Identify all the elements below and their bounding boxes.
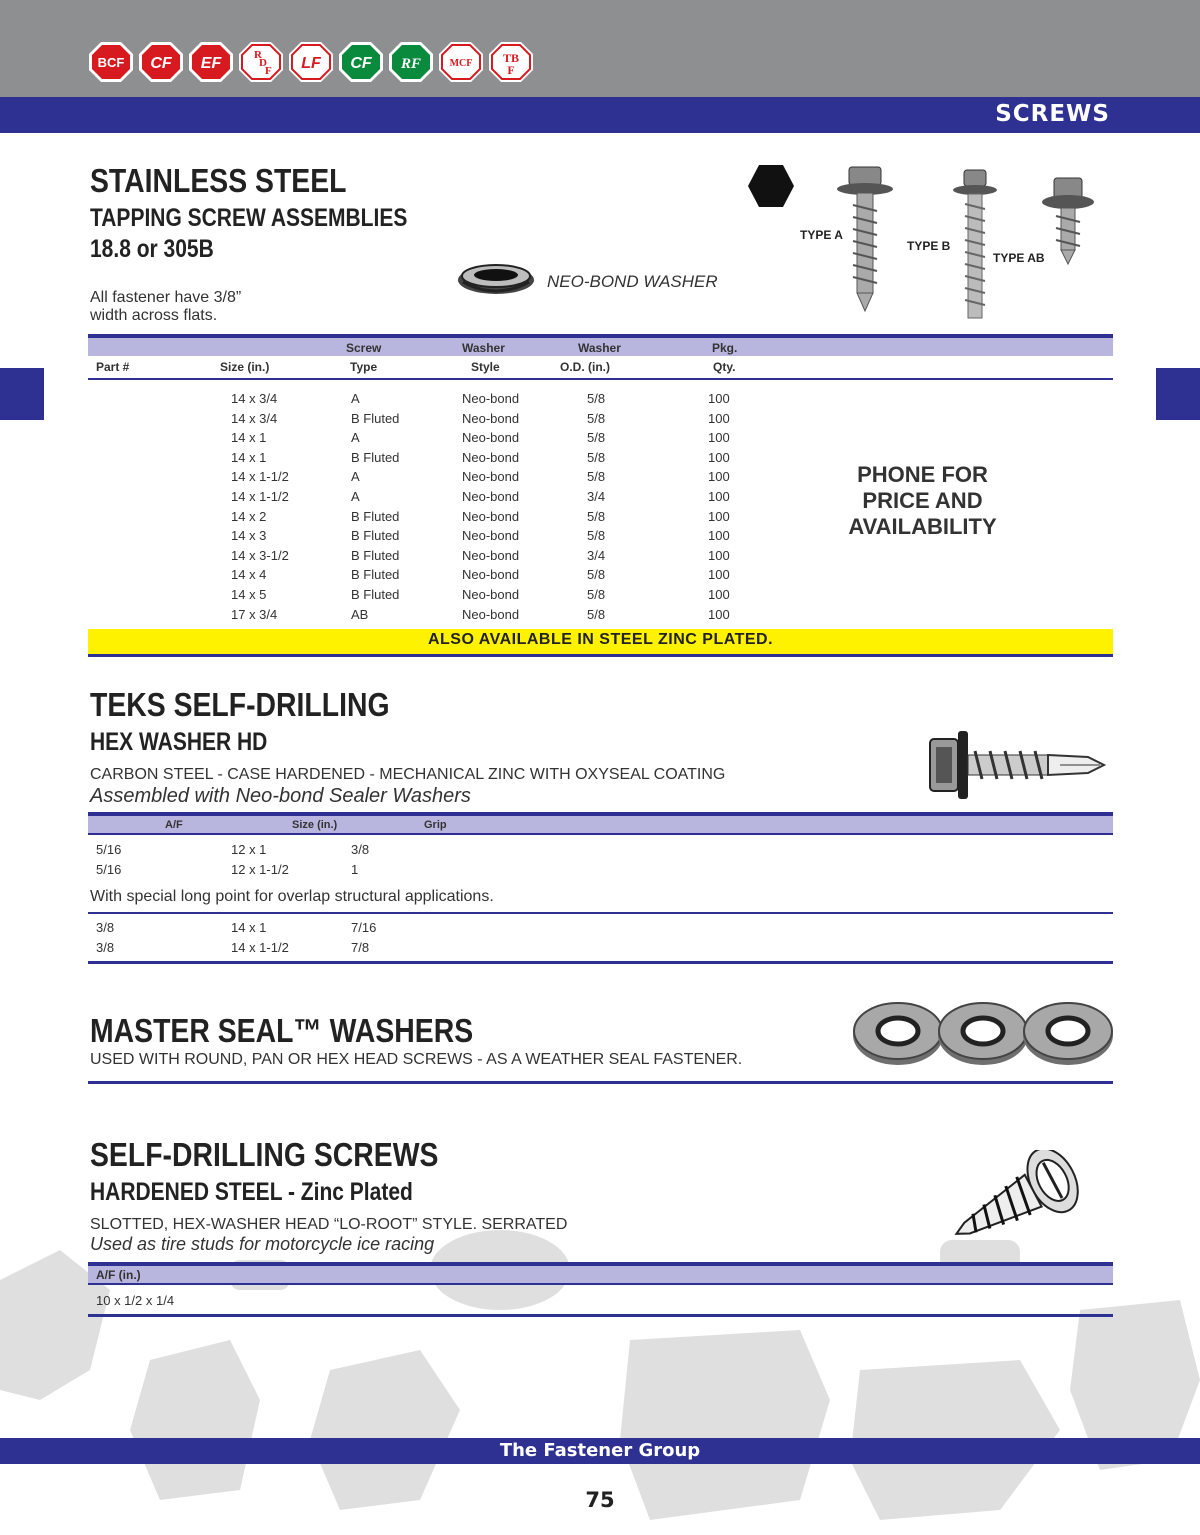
stainless-header-bottom-rule bbox=[88, 378, 1113, 380]
table-cell: 5/8 bbox=[587, 528, 606, 544]
self-drilling-header-band bbox=[88, 1266, 1113, 1283]
table-cell: B Fluted bbox=[351, 547, 400, 563]
cf-logo bbox=[138, 40, 184, 84]
svg-text:RF: RF bbox=[400, 56, 422, 72]
table-cell: 3/4 bbox=[587, 547, 606, 563]
table-cell: 5/8 bbox=[587, 567, 606, 583]
table-cell: 5/16 bbox=[96, 842, 122, 857]
phone-line-2: PRICE AND bbox=[862, 488, 983, 513]
type-ab-screw-image bbox=[1040, 176, 1096, 266]
table-cell: Neo-bond bbox=[462, 547, 520, 563]
table-cell: Neo-bond bbox=[462, 567, 520, 583]
svg-text:MCF: MCF bbox=[449, 58, 473, 69]
table-cell: 14 x 3-1/2 bbox=[231, 547, 289, 563]
teks-header-size: Size (in.) bbox=[292, 819, 338, 831]
table-cell: 14 x 1 bbox=[231, 430, 267, 446]
header-od-top: Washer bbox=[578, 341, 621, 355]
table-cell: 5/8 bbox=[587, 508, 606, 524]
table-cell: Neo-bond bbox=[462, 391, 520, 406]
svg-text:LF: LF bbox=[301, 55, 321, 72]
header-part: Part # bbox=[96, 360, 130, 374]
neo-bond-washer-label: NEO-BOND WASHER bbox=[547, 272, 718, 291]
svg-text:BCF: BCF bbox=[97, 55, 125, 70]
teks-header-bottom-rule bbox=[88, 833, 1113, 835]
table-cell: 14 x 1-1/2 bbox=[231, 469, 289, 485]
table-cell: 5/16 bbox=[96, 861, 122, 877]
self-drilling-bottom-rule bbox=[88, 1314, 1113, 1317]
table-cell: A bbox=[351, 391, 360, 406]
table-cell: 100 bbox=[708, 449, 730, 465]
table-cell: Neo-bond bbox=[462, 528, 520, 544]
table-cell: 100 bbox=[708, 528, 730, 544]
table-cell: 100 bbox=[708, 469, 730, 485]
header-screw-type: Type bbox=[350, 360, 378, 374]
table-cell: Neo-bond bbox=[462, 508, 520, 524]
stainless-od-column bbox=[587, 389, 605, 624]
section-title: SCREWS bbox=[995, 101, 1110, 127]
teks-title: TEKS SELF-DRILLING bbox=[90, 686, 390, 723]
table-cell: 3/8 bbox=[351, 842, 370, 857]
teks-italic-note: Assembled with Neo-bond Sealer Washers bbox=[90, 785, 471, 807]
teks-description: CARBON STEEL - CASE HARDENED - MECHANICAL ZINC WITH OXYSEAL COATING bbox=[90, 766, 726, 783]
teks-header-band bbox=[88, 816, 1113, 833]
table-cell: B Fluted bbox=[351, 410, 400, 426]
table-cell: B Fluted bbox=[351, 508, 400, 524]
stainless-title: STAINLESS STEEL bbox=[90, 162, 347, 199]
type-a-screw-image bbox=[835, 165, 895, 315]
lf-logo bbox=[288, 40, 334, 84]
self-drilling-description: SLOTTED, HEX-WASHER HEAD “LO-ROOT” STYLE. SERRATED bbox=[90, 1216, 568, 1233]
master-seal-bottom-rule bbox=[88, 1081, 1113, 1084]
teks-grip-column-2 bbox=[351, 918, 376, 957]
header-pkg-top: Pkg. bbox=[712, 341, 738, 355]
stainless-subtitle: TAPPING SCREW ASSEMBLIES bbox=[90, 204, 408, 232]
header-screw-top: Screw bbox=[346, 341, 382, 355]
self-drilling-header-bottom-rule bbox=[88, 1283, 1113, 1285]
table-cell: 14 x 2 bbox=[231, 508, 267, 524]
teks-long-point-note: With special long point for overlap structural applications. bbox=[90, 888, 494, 905]
footer-company: The Fastener Group bbox=[499, 1440, 701, 1461]
bcf-logo bbox=[88, 40, 134, 84]
table-cell: 100 bbox=[708, 567, 730, 583]
table-cell: 100 bbox=[708, 410, 730, 426]
table-cell: Neo-bond bbox=[462, 430, 520, 446]
header-washer-od: O.D. (in.) bbox=[560, 360, 610, 374]
rf-logo bbox=[388, 40, 434, 84]
table-cell: A bbox=[351, 469, 360, 485]
teks-af-column-1 bbox=[96, 840, 121, 879]
right-page-tab bbox=[1156, 368, 1200, 420]
phone-line-1: PHONE FOR bbox=[857, 462, 988, 487]
stainless-size-column bbox=[231, 389, 289, 624]
self-drilling-screw-image bbox=[940, 1150, 1095, 1250]
stainless-bottom-rule bbox=[88, 654, 1113, 657]
table-cell: Neo-bond bbox=[462, 586, 520, 602]
stainless-note-line2: width across flats. bbox=[90, 307, 218, 324]
table-cell: 100 bbox=[708, 508, 730, 524]
header-pkg-qty: Qty. bbox=[713, 360, 736, 374]
table-cell: A bbox=[351, 488, 360, 504]
hex-head-icon bbox=[747, 164, 795, 208]
teks-screw-image bbox=[920, 725, 1110, 805]
header-size: Size (in.) bbox=[220, 360, 270, 374]
mcf-logo bbox=[438, 40, 484, 84]
self-drilling-header-af: A/F (in.) bbox=[96, 1268, 141, 1282]
stainless-style-column bbox=[462, 389, 519, 624]
stainless-note-line1: All fastener have 3/8” bbox=[90, 289, 242, 306]
table-cell: 100 bbox=[708, 547, 730, 563]
self-drilling-row: 10 x 1/2 x 1/4 bbox=[96, 1293, 175, 1308]
table-cell: 14 x 1-1/2 bbox=[231, 939, 289, 955]
table-cell: 17 x 3/4 bbox=[231, 606, 278, 622]
table-cell: 5/8 bbox=[587, 430, 606, 446]
left-page-tab bbox=[0, 368, 44, 420]
table-cell: AB bbox=[351, 606, 369, 622]
table-cell: A bbox=[351, 430, 360, 446]
table-cell: 12 x 1-1/2 bbox=[231, 861, 289, 877]
table-cell: 5/8 bbox=[587, 606, 606, 622]
phone-for-price-note bbox=[820, 462, 1025, 540]
svg-text:F: F bbox=[507, 63, 515, 77]
brand-logos bbox=[88, 40, 534, 84]
teks-grip-column-1 bbox=[351, 840, 369, 879]
self-drilling-italic-note: Used as tire studs for motorcycle ice racing bbox=[90, 1234, 435, 1254]
table-cell: Neo-bond bbox=[462, 449, 520, 465]
svg-text:F: F bbox=[265, 65, 272, 77]
table-cell: 14 x 3 bbox=[231, 528, 267, 544]
type-b-screw-image bbox=[950, 168, 1000, 323]
svg-text:R: R bbox=[254, 49, 262, 61]
table-cell: 100 bbox=[708, 391, 730, 406]
table-cell: B Fluted bbox=[351, 528, 400, 544]
table-cell: 5/8 bbox=[587, 410, 606, 426]
type-ab-label: TYPE AB bbox=[993, 251, 1045, 265]
ef-logo bbox=[188, 40, 234, 84]
table-cell: B Fluted bbox=[351, 586, 400, 602]
table-cell: 14 x 1 bbox=[231, 920, 267, 935]
stainless-type-column bbox=[351, 389, 399, 624]
stainless-qty-column bbox=[708, 389, 730, 624]
header-washer-style: Style bbox=[471, 360, 500, 374]
svg-text:CF: CF bbox=[350, 55, 372, 72]
table-cell: 100 bbox=[708, 488, 730, 504]
svg-text:D: D bbox=[259, 57, 267, 69]
table-cell: 14 x 1 bbox=[231, 449, 267, 465]
table-cell: Neo-bond bbox=[462, 488, 520, 504]
table-cell: 1 bbox=[351, 861, 359, 877]
svg-text:TB: TB bbox=[502, 51, 520, 65]
teks-subtitle: HEX WASHER HD bbox=[90, 728, 268, 756]
table-cell: 3/4 bbox=[587, 488, 606, 504]
table-cell: B Fluted bbox=[351, 449, 400, 465]
table-cell: 14 x 1-1/2 bbox=[231, 488, 289, 504]
table-cell: 14 x 3/4 bbox=[231, 410, 278, 426]
phone-line-3: AVAILABILITY bbox=[848, 514, 997, 539]
table-cell: 14 x 4 bbox=[231, 567, 267, 583]
table-cell: Neo-bond bbox=[462, 410, 520, 426]
table-cell: 5/8 bbox=[587, 469, 606, 485]
table-cell: 14 x 3/4 bbox=[231, 391, 278, 406]
table-cell: 5/8 bbox=[587, 449, 606, 465]
table-cell: 14 x 5 bbox=[231, 586, 267, 602]
tbf-logo bbox=[488, 40, 534, 84]
table-cell: Neo-bond bbox=[462, 469, 520, 485]
master-seal-description: USED WITH ROUND, PAN OR HEX HEAD SCREWS - AS A WEATHER SEAL FASTENER. bbox=[90, 1051, 743, 1068]
rdf-logo bbox=[238, 40, 284, 84]
header-washer-top: Washer bbox=[462, 341, 505, 355]
teks-size-column-2 bbox=[231, 918, 289, 957]
stainless-grade: 18.8 or 305B bbox=[90, 235, 214, 263]
page-number: 75 bbox=[585, 1488, 615, 1512]
table-cell: 5/8 bbox=[587, 586, 606, 602]
table-cell: 3/8 bbox=[96, 939, 115, 955]
type-b-label: TYPE B bbox=[907, 239, 951, 253]
type-a-label: TYPE A bbox=[800, 228, 843, 242]
teks-header-af: A/F bbox=[165, 819, 183, 831]
master-seal-title: MASTER SEAL™ WASHERS bbox=[90, 1012, 474, 1049]
teks-size-column-1 bbox=[231, 840, 289, 879]
teks-header-grip: Grip bbox=[424, 819, 447, 831]
table-cell: 12 x 1 bbox=[231, 842, 267, 857]
svg-text:EF: EF bbox=[200, 55, 222, 72]
table-cell: 5/8 bbox=[587, 391, 606, 406]
self-drilling-title: SELF-DRILLING SCREWS bbox=[90, 1136, 439, 1173]
neo-bond-washer-image bbox=[455, 260, 537, 300]
table-cell: 7/8 bbox=[351, 939, 370, 955]
table-cell: 100 bbox=[708, 586, 730, 602]
master-seal-washers-image bbox=[850, 998, 1115, 1068]
table-cell: Neo-bond bbox=[462, 606, 520, 622]
teks-mid-rule bbox=[88, 912, 1113, 914]
teks-af-column-2 bbox=[96, 918, 114, 957]
table-cell: 100 bbox=[708, 606, 730, 622]
table-cell: 3/8 bbox=[96, 920, 115, 935]
svg-text:CF: CF bbox=[150, 55, 172, 72]
table-cell: 7/16 bbox=[351, 920, 377, 935]
teks-bottom-rule bbox=[88, 961, 1113, 964]
table-cell: 100 bbox=[708, 430, 730, 446]
table-cell: B Fluted bbox=[351, 567, 400, 583]
self-drilling-subtitle: HARDENED STEEL - Zinc Plated bbox=[90, 1178, 413, 1206]
also-available-text: ALSO AVAILABLE IN STEEL ZINC PLATED. bbox=[427, 631, 774, 648]
cf-green-logo bbox=[338, 40, 384, 84]
